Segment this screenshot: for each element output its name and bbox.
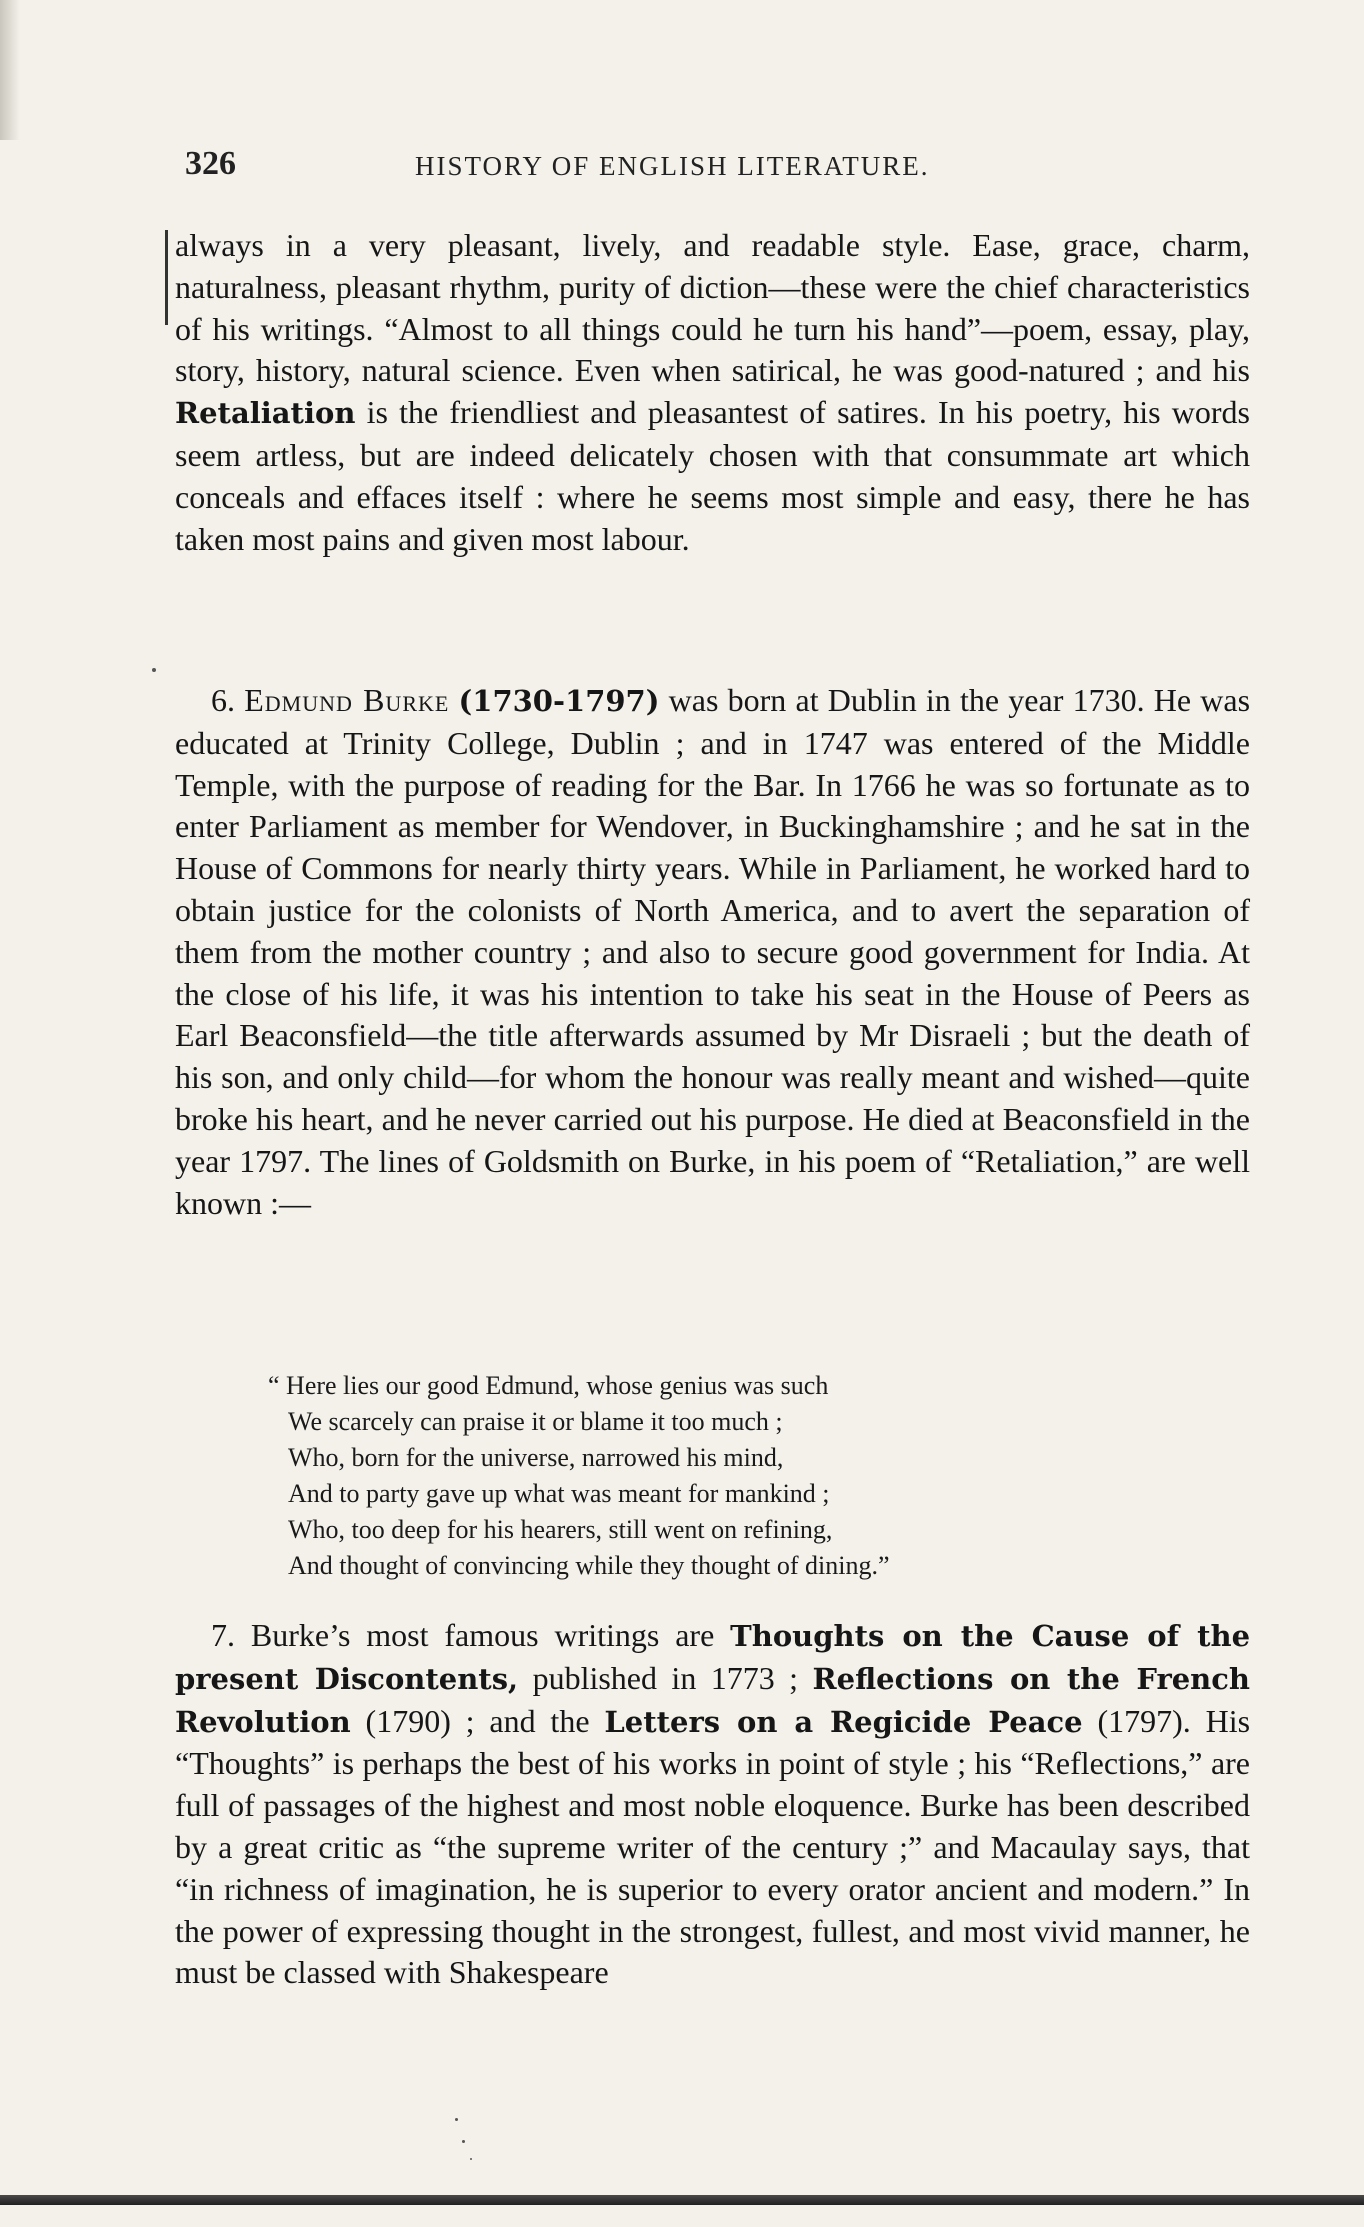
ink-speck	[470, 2158, 472, 2160]
poem-line: And thought of convincing while they thought of dining.”	[288, 1551, 890, 1580]
margin-mark	[165, 230, 168, 325]
quoted-poem	[268, 1368, 1168, 1584]
poem-line: And to party gave up what was meant for mankind ;	[288, 1479, 830, 1508]
section-number: 6.	[211, 682, 235, 718]
paragraph-text: is the friendliest and pleasantest of satires. In his poetry, his words seem artless, but are indeed delicately chosen with that consummate art which conceals and effaces itself : where he seems most simple and easy, there he has taken most pains and given most labour.	[175, 394, 1251, 557]
bold-title-reflections: Reflections on the French Revolution	[175, 1661, 1251, 1739]
page-header	[185, 145, 1245, 195]
paragraph-burke-biography	[175, 680, 1250, 1224]
running-title: HISTORY OF ENGLISH LITERATURE.	[415, 151, 930, 181]
paragraph-text: was born at Dublin in the year 1730. He was educated at Trinity College, Dublin ; and in 1747 was entered of the Middle Temple, with the purpose of reading for the Bar. In 1766 he was so fortunate as to enter Parliament as member for Wendover, in Buckinghamshire ; and he sat in the House of Commons for nearly thirty years. While in Parliament, he worked hard to obtain justice for the colonists of North America, and to avert the separation of them from the mother country ; and also to secure good government for India. At the close of his life, it was his intention to take his seat in the House of Peers as Earl Beaconsfield—the title afterwards assumed by Mr Disraeli ; but the death of his son, and only child—for whom the honour was really meant and wished—quite broke his heart, and he never carried out his purpose. He died at Beaconsfield in the year 1797. The lines of Goldsmith on Burke, in his poem of “Retaliation,” are well known :—	[175, 682, 1251, 1221]
poem-line: We scarcely can praise it or blame it too much ;	[288, 1407, 783, 1436]
paragraph-goldsmith-style	[175, 225, 1250, 560]
poem-line: Who, born for the universe, narrowed his mind,	[288, 1443, 784, 1472]
bold-title-retaliation: Retaliation	[175, 396, 356, 431]
ink-speck	[462, 2140, 465, 2143]
author-name: Edmund Burke	[244, 682, 450, 718]
section-number: 7.	[211, 1617, 235, 1653]
page-bottom-edge	[0, 2195, 1364, 2205]
paragraph-text: Burke’s most famous writings are	[250, 1617, 715, 1653]
bold-title-thoughts: Thoughts on the Cause of the present Discontents,	[175, 1619, 1251, 1696]
author-years: (1730-1797)	[458, 684, 660, 718]
ink-speck	[152, 668, 156, 672]
paragraph-text: published in 1773 ;	[532, 1659, 799, 1696]
poem-line: “ Here lies our good Edmund, whose genius was such	[268, 1371, 829, 1400]
page-edge-shadow	[0, 0, 20, 140]
paragraph-text: (1790) ; and the	[365, 1702, 590, 1739]
bold-title-letters: Letters on a Regicide Peace	[604, 1704, 1083, 1739]
ink-speck	[455, 2118, 458, 2121]
poem-line: Who, too deep for his hearers, still went on refining,	[288, 1515, 833, 1544]
page-number: 326	[185, 145, 236, 182]
paragraph-burke-writings	[175, 1615, 1250, 1994]
paragraph-text: (1797). His “Thoughts” is perhaps the best of his works in point of style ; his “Reflections,” are full of passages of the highest and most noble eloquence. Burke has been described by a great critic as “the supreme writer of the century ;” and Macaulay says, that “in richness of imagination, he is superior to every orator ancient and modern.” In the power of expressing thought in the strongest, fullest, and most vivid manner, he must be classed with Shakespeare	[175, 1702, 1251, 1991]
paragraph-text: always in a very pleasant, lively, and readable style. Ease, grace, charm, naturalness, pleasant rhythm, purity of diction—these were the chief characteristics of his writings. “Almost to all things could he turn his hand”—poem, essay, play, story, history, natural science. Even when satirical, he was good-natured ; and his	[175, 227, 1250, 389]
